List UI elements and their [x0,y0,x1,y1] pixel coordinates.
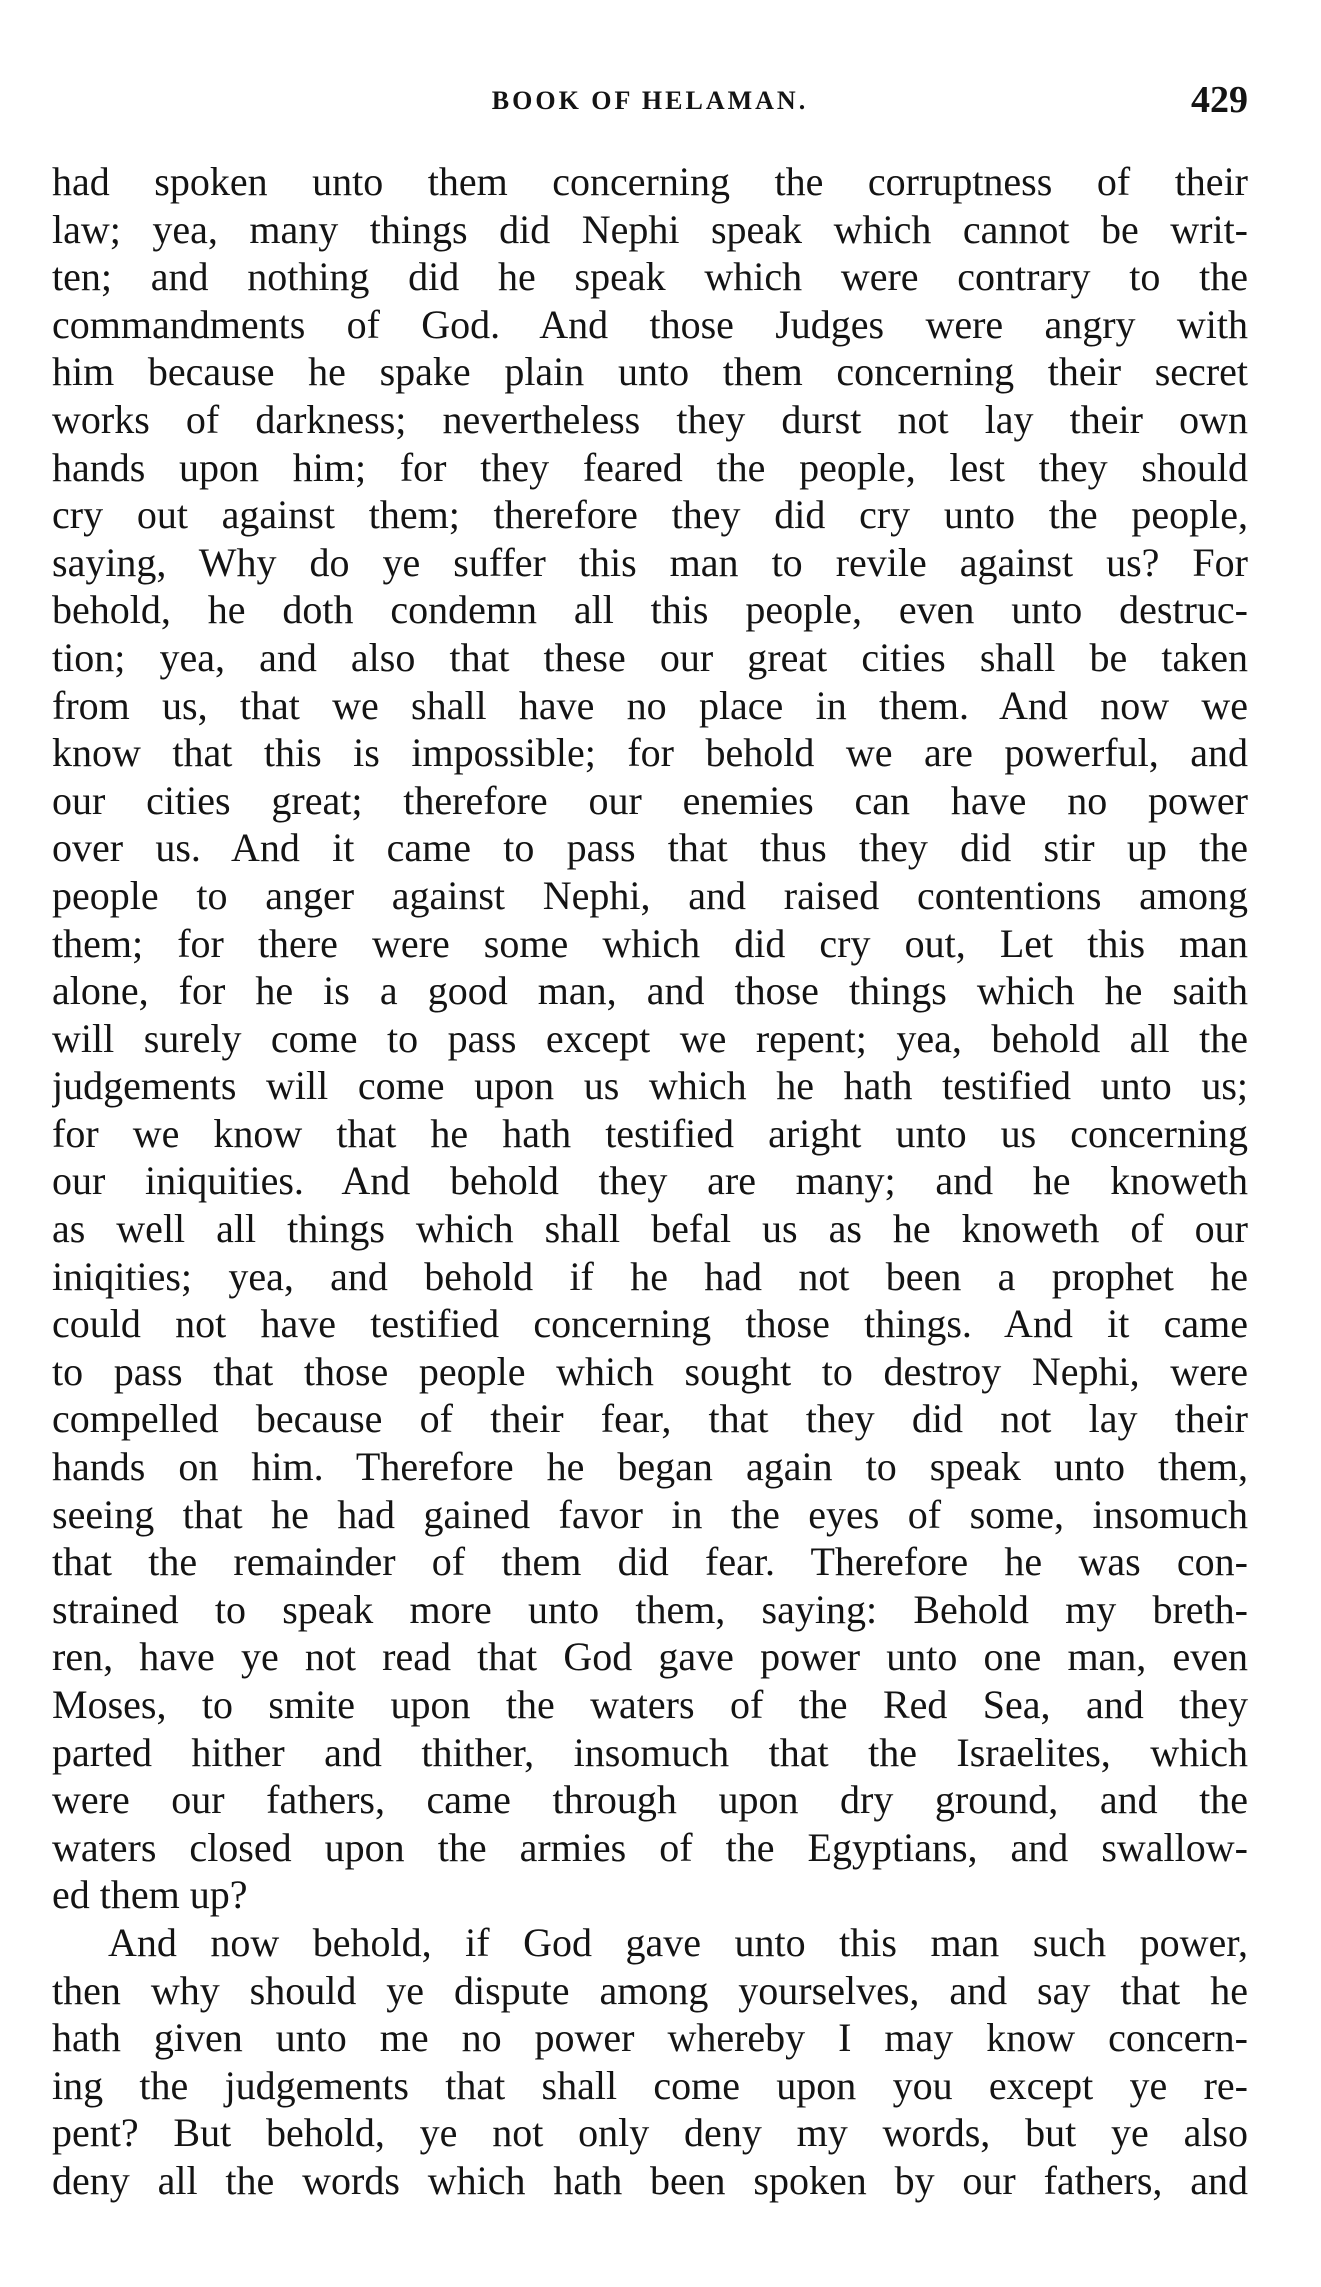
text-line: ing the judgements that shall come upon you except ye re- [52,2062,1248,2108]
text-line: our iniquities. And behold they are many; and he knoweth [52,1158,1248,1204]
text-line: to pass that those people which sought to destroy Nephi, were [52,1348,1248,1394]
text-line: law; yea, many things did Nephi speak which cannot be writ- [52,206,1248,252]
text-line: him because he spake plain unto them concerning their secret [52,349,1248,395]
text-line: were our fathers, came through upon dry ground, and the [52,1777,1248,1823]
text-line: ten; and nothing did he speak which were contrary to the [52,254,1248,300]
text-line: behold, he doth condemn all this people, even unto destruc- [52,587,1248,633]
text-line: them; for there were some which did cry out, Let this man [52,920,1248,966]
text-line: from us, that we shall have no place in them. And now we [52,682,1248,728]
text-line: judgements will come upon us which he hath testified unto us; [52,1063,1248,1109]
text-line: strained to speak more unto them, saying: Behold my breth- [52,1586,1248,1632]
text-line: could not have testified concerning those things. And it came [52,1301,1248,1347]
text-line: will surely come to pass except we repent; yea, behold all the [52,1015,1248,1061]
text-line: then why should ye dispute among yourselves, and say that he [52,1967,1248,2013]
text-line: alone, for he is a good man, and those things which he saith [52,968,1248,1014]
text-line: iniqities; yea, and behold if he had not been a prophet he [52,1253,1248,1299]
text-line: hath given unto me no power whereby I may know concern- [52,2015,1248,2061]
running-title: BOOK OF HELAMAN. [491,86,809,115]
text-line: that the remainder of them did fear. Therefore he was con- [52,1539,1248,1585]
text-line: compelled because of their fear, that they did not lay their [52,1396,1248,1442]
text-line: hands on him. Therefore he began again to speak unto them, [52,1444,1248,1490]
text-line: ren, have ye not read that God gave power unto one man, even [52,1634,1248,1680]
text-line: as well all things which shall befal us as he knoweth of our [52,1206,1248,1252]
text-line: deny all the words which hath been spoken by our fathers, and [52,2157,1248,2203]
text-line: our cities great; therefore our enemies can have no power [52,777,1248,823]
text-line: people to anger against Nephi, and raised contentions among [52,872,1248,918]
text-line: works of darkness; nevertheless they durst not lay their own [52,396,1248,442]
body-text [52,158,1248,2205]
text-line: over us. And it came to pass that thus they did stir up the [52,825,1248,871]
text-line: parted hither and thither, insomuch that the Israelites, which [52,1729,1248,1775]
text-line: pent? But behold, ye not only deny my words, but ye also [52,2110,1248,2156]
text-line: seeing that he had gained favor in the eyes of some, insomuch [52,1491,1248,1537]
running-head [52,78,1248,122]
paragraph-start-line: And now behold, if God gave unto this man such power, [108,1919,1248,1965]
text-line: cry out against them; therefore they did cry unto the people, [52,492,1248,538]
text-line: tion; yea, and also that these our great cities shall be taken [52,634,1248,680]
text-line: commandments of God. And those Judges were angry with [52,301,1248,347]
text-line: saying, Why do ye suffer this man to revile against us? For [52,539,1248,585]
text-line: Moses, to smite upon the waters of the Red Sea, and they [52,1682,1248,1727]
text-line: waters closed upon the armies of the Egyptians, and swallow- [52,1824,1248,1870]
text-line: know that this is impossible; for behold we are powerful, and [52,730,1248,776]
text-line: hands upon him; for they feared the people, lest they should [52,444,1248,490]
page-number: 429 [1191,79,1248,121]
text-line: had spoken unto them concerning the corruptness of their [52,159,1248,204]
paragraph-end-line: ed them up? [52,1872,248,1918]
text-line: for we know that he hath testified aright unto us concerning [52,1110,1248,1156]
